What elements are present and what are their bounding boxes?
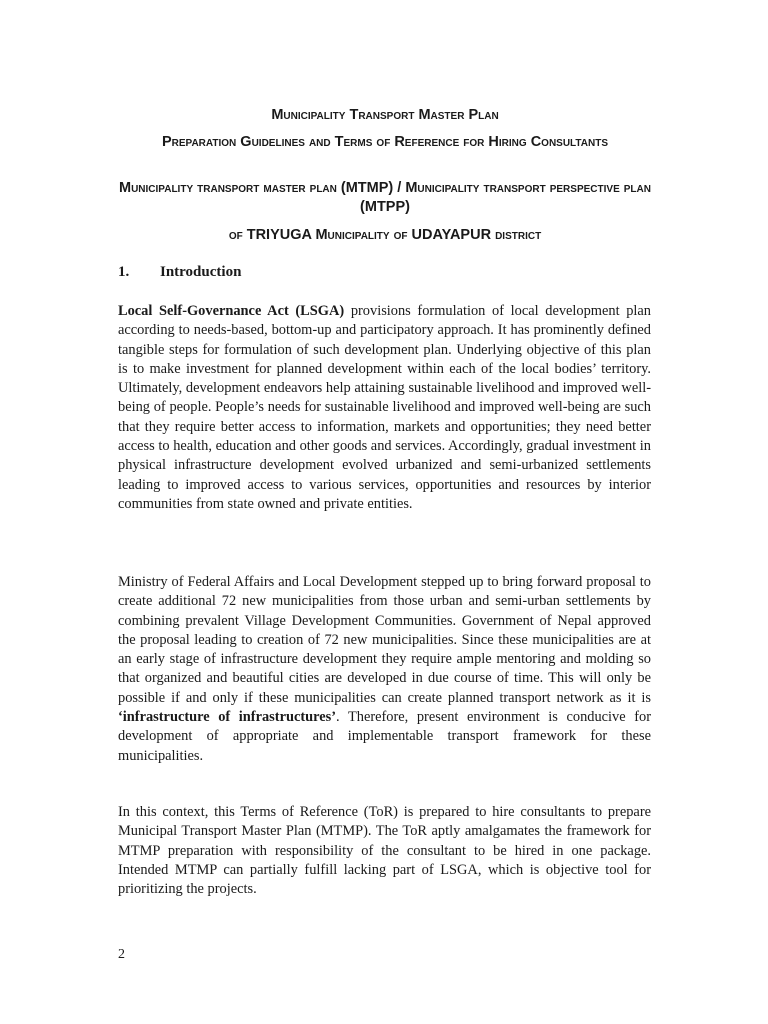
section-title: Introduction [160, 264, 242, 280]
plan-name-line: Municipality transport master plan (MTMP) / Municipality transport perspective plan (MTPP) [119, 180, 651, 215]
paragraph-lsga [118, 302, 651, 514]
paragraph-text: provisions formulation of local development plan according to needs-based, bottom-up and participatory approach. It has prominently defined tangible steps for formulation of such development plan. Underlying objective of this plan is to make investment for planned development within each of the local bodies’ territory. Ultimately, development endeavors help attaining sustainable livelihood and improved well-being of people. People’s needs for sustainable livelihood and improved well-being are such that they require better access to information, markets and opportunities; they need better access to health, education and other goods and services. Accordingly, gradual investment in physical infrastructure development evolved urbanized and semi-urbanized settlements leading to improved access to various services, opportunities and resources by interior communities from state owned and private entities. [118, 303, 651, 512]
paragraph-text: . Therefore, present environment is conducive for development of appropriate and implementable transport framework for these municipalities. [118, 709, 651, 764]
section-number: 1. [118, 264, 130, 280]
paragraph-tor [118, 803, 651, 899]
infrastructure-quote: ‘infrastructure of infrastructures’ [118, 709, 337, 726]
section-heading [118, 263, 658, 282]
paragraph-ministry [118, 573, 651, 766]
paragraph-text: In this context, this Terms of Reference (ToR) is prepared to hire consultants to prepare Municipal Transport Master Plan (MTMP). The ToR aptly amalgamates the framework for MTMP preparation with responsibility of the consultant to be hired in one package. Intended MTMP can partially fulfill lacking part of LSGA, which is objective tool for prioritizing the projects. [118, 804, 651, 898]
page-number: 2 [118, 947, 125, 962]
location-line: of TRIYUGA Municipality of UDAYAPUR district [228, 227, 542, 243]
lsga-bold-lead: Local Self-Governance Act (LSGA) [118, 303, 345, 319]
paragraph-text: Ministry of Federal Affairs and Local Development stepped up to bring forward proposal to create additional 72 new municipalities from those urban and semi-urban settlements by combining prevalent Village Development Communities. Government of Nepal approved the proposal leading to creation of 72 new municipalities. Since these municipalities are at an early stage of infrastructure development they require ample mentoring and molding so that organized and beautiful cities are developed in due course of time. This will only be possible if and only if these municipalities can create planned transport network as it is [118, 574, 651, 706]
document-title: Municipality Transport Master Plan [271, 107, 499, 123]
document-subtitle: Preparation Guidelines and Terms of Reference for Hiring Consultants [161, 134, 609, 150]
